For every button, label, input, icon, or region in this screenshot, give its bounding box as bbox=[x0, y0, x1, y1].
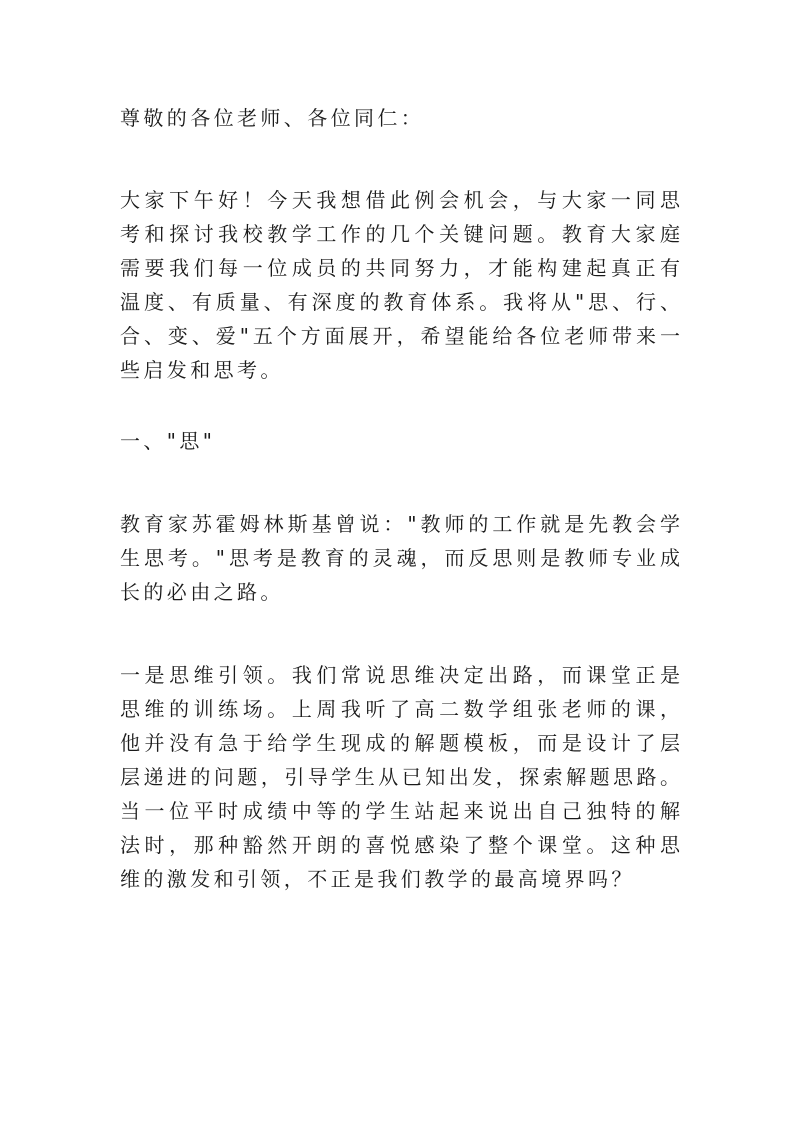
quote-paragraph-line: 长的必由之路。 bbox=[120, 580, 284, 604]
point-paragraph-line: 法时，那种豁然开朗的喜悦感染了整个课堂。这种思 bbox=[120, 833, 680, 857]
intro-paragraph-line: 考和探讨我校教学工作的几个关键问题。教育大家庭 bbox=[120, 222, 680, 246]
intro-paragraph-line: 需要我们每一位成员的共同努力，才能构建起真正有 bbox=[120, 256, 680, 280]
section-heading: 一、"思" bbox=[120, 429, 216, 453]
quote-paragraph-line: 生思考。"思考是教育的灵魂，而反思则是教师专业成 bbox=[120, 546, 680, 570]
intro-paragraph-line: 温度、有质量、有深度的教育体系。我将从"思、行、 bbox=[120, 290, 680, 314]
intro-paragraph-line: 些启发和思考。 bbox=[120, 358, 284, 382]
salutation: 尊敬的各位老师、各位同仁： bbox=[120, 106, 425, 130]
point-paragraph-line: 他并没有急于给学生现成的解题模板，而是设计了层 bbox=[120, 731, 680, 755]
point-paragraph-line: 层递进的问题，引导学生从已知出发，探索解题思路。 bbox=[120, 765, 680, 789]
intro-paragraph-line: 大家下午好！今天我想借此例会机会，与大家一同思 bbox=[120, 188, 680, 212]
quote-paragraph-line: 教育家苏霍姆林斯基曾说："教师的工作就是先教会学 bbox=[120, 512, 680, 536]
point-paragraph-line: 思维的训练场。上周我听了高二数学组张老师的课， bbox=[120, 697, 680, 721]
point-paragraph-line: 当一位平时成绩中等的学生站起来说出自己独特的解 bbox=[120, 799, 680, 823]
intro-paragraph-line: 合、变、爱"五个方面展开，希望能给各位老师带来一 bbox=[120, 324, 680, 348]
point-paragraph-line: 维的激发和引领，不正是我们教学的最高境界吗？ bbox=[120, 867, 635, 891]
point-paragraph-line: 一是思维引领。我们常说思维决定出路，而课堂正是 bbox=[120, 663, 680, 687]
